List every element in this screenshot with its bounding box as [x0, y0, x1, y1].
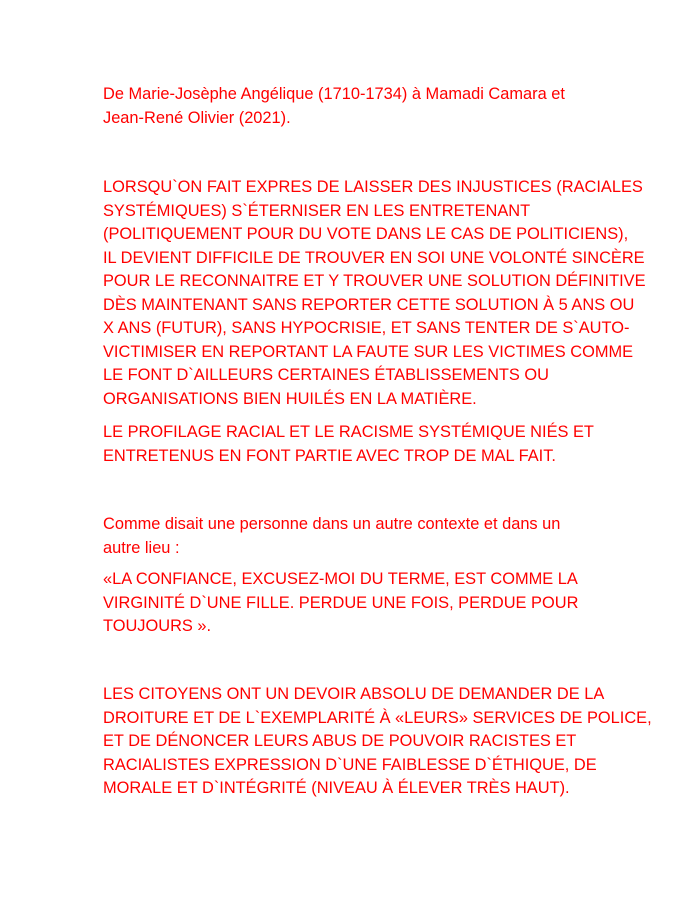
text-line: (POLITIQUEMENT POUR DU VOTE DANS LE CAS DE POLITICIENS),	[103, 225, 629, 243]
text-line: ORGANISATIONS BIEN HUILÉS EN LA MATIÈRE.	[103, 389, 477, 408]
text-line: LE FONT D`AILLEURS CERTAINES ÉTABLISSEMENTS OU	[103, 366, 549, 384]
text-line: autre lieu :	[103, 538, 180, 557]
paragraph-injustices	[103, 176, 646, 411]
text-line: ET DE DÉNONCER LEURS ABUS DE POUVOIR RACISTES ET	[103, 732, 577, 750]
text-line: DÈS MAINTENANT SANS REPORTER CETTE SOLUTION À 5 ANS OU	[103, 295, 635, 314]
text-line: SYSTÉMIQUES) S`ÉTERNISER EN LES ENTRETENANT	[103, 201, 531, 220]
text-line: X ANS (FUTUR), SANS HYPOCRISIE, ET SANS TENTER DE S`AUTO-	[103, 319, 630, 337]
paragraph-profilage	[103, 421, 623, 468]
paragraph-intro	[103, 83, 623, 130]
text-line: TOUJOURS ».	[103, 617, 212, 635]
text-line: Comme disait une personne dans un autre contexte et dans un	[103, 515, 561, 533]
text-line: LES CITOYENS ONT UN DEVOIR ABSOLU DE DEMANDER DE LA	[103, 685, 605, 703]
text-line: De Marie-Josèphe Angélique (1710-1734) à Mamadi Camara et	[103, 85, 565, 103]
text-line: RACIALISTES EXPRESSION D`UNE FAIBLESSE D`ÉTHIQUE, DE	[103, 755, 597, 774]
text-line: POUR LE RECONNAITRE ET Y TROUVER UNE SOLUTION DÉFINITIVE	[103, 272, 646, 290]
text-line: LE PROFILAGE RACIAL ET LE RACISME SYSTÉMIQUE NIÉS ET	[103, 423, 594, 441]
paragraph-comme-disait	[103, 513, 623, 560]
paragraph-citoyens	[103, 683, 652, 801]
text-line: LORSQU`ON FAIT EXPRES DE LAISSER DES INJUSTICES (RACIALES	[103, 178, 643, 196]
text-line: VIRGINITÉ D`UNE FILLE. PERDUE UNE FOIS, PERDUE POUR	[103, 593, 579, 612]
text-line: IL DEVIENT DIFFICILE DE TROUVER EN SOI UNE VOLONTÉ SINCÈRE	[103, 248, 645, 267]
text-line: Jean-René Olivier (2021).	[103, 108, 291, 127]
paragraph-confiance	[103, 568, 623, 639]
text-line: MORALE ET D`INTÉGRITÉ (NIVEAU À ÉLEVER TRÈS HAUT).	[103, 779, 570, 797]
text-line: VICTIMISER EN REPORTANT LA FAUTE SUR LES VICTIMES COMME	[103, 342, 634, 361]
text-line: «LA CONFIANCE, EXCUSEZ-MOI DU TERME, EST COMME LA	[103, 570, 578, 588]
text-line: ENTRETENUS EN FONT PARTIE AVEC TROP DE MAL FAIT.	[103, 446, 556, 465]
text-line: DROITURE ET DE L`EXEMPLARITÉ À «LEURS» SERVICES DE POLICE,	[103, 708, 652, 727]
